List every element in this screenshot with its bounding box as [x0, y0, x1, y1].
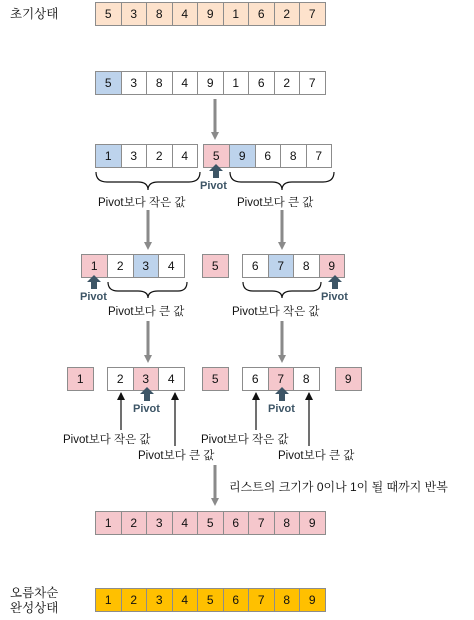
- array-cell: 6: [223, 588, 250, 612]
- array-cell: 7: [299, 2, 326, 26]
- array-cell: 3: [146, 511, 173, 535]
- pivot-label-step3-left: Pivot: [133, 403, 160, 415]
- step1-pivot-array: [203, 144, 230, 168]
- array-cell: 4: [172, 144, 199, 168]
- array-cell: 4: [158, 367, 185, 391]
- brace-step2-right: [243, 282, 321, 298]
- pivot-label-step2-left: Pivot: [80, 291, 107, 303]
- array-cell: 6: [223, 511, 250, 535]
- initial-state-label: 초기상태: [10, 7, 59, 21]
- array-cell: 9: [299, 588, 326, 612]
- array-cell: 1: [67, 367, 94, 391]
- larger-label-step3-right: Pivot보다 큰 값: [278, 450, 355, 462]
- array-cell: 7: [306, 144, 333, 168]
- array-cell: 2: [121, 588, 148, 612]
- step3-b-array: [107, 367, 185, 391]
- final-array: [95, 588, 326, 612]
- larger-label-step3-left: Pivot보다 큰 값: [138, 450, 215, 462]
- array-cell: 3: [146, 588, 173, 612]
- array-cell: 7: [268, 367, 295, 391]
- pivot-label-step3-right: Pivot: [268, 403, 295, 415]
- array-cell: 3: [133, 367, 160, 391]
- array-cell: 3: [121, 71, 148, 95]
- array-cell: 1: [95, 511, 122, 535]
- step2-mid-array: [202, 254, 229, 278]
- array-cell: 4: [172, 511, 199, 535]
- smaller-label-step1: Pivot보다 작은 값: [98, 197, 186, 209]
- array-cell: 2: [107, 367, 134, 391]
- brace-step1-left: [96, 172, 200, 190]
- smaller-label-step3-right: Pivot보다 작은 값: [201, 434, 289, 446]
- array-cell: 8: [146, 71, 173, 95]
- array-cell: 2: [121, 511, 148, 535]
- array-cell: 7: [268, 254, 295, 278]
- array-cell: 5: [95, 71, 122, 95]
- array-cell: 8: [280, 144, 307, 168]
- array-cell: 2: [274, 71, 301, 95]
- array-cell: 1: [95, 144, 122, 168]
- array-cell: 5: [203, 144, 230, 168]
- step1-right-array: [229, 144, 332, 168]
- array-cell: 8: [274, 588, 301, 612]
- array-cell: 2: [274, 2, 301, 26]
- array-cell: 6: [242, 367, 269, 391]
- step3-e-array: [335, 367, 362, 391]
- array-cell: 6: [242, 254, 269, 278]
- array-cell: 8: [274, 511, 301, 535]
- array-cell: 9: [335, 367, 362, 391]
- final-state-label-line1: 오름차순: [10, 586, 59, 600]
- array-cell: 2: [146, 144, 173, 168]
- array-cell: 3: [121, 144, 148, 168]
- array-cell: 2: [107, 254, 134, 278]
- initial-array: [95, 2, 326, 26]
- array-cell: 9: [197, 71, 224, 95]
- array-cell: 5: [197, 511, 224, 535]
- array-cell: 4: [158, 254, 185, 278]
- array-cell: 5: [202, 254, 229, 278]
- step2-right-array: [242, 254, 345, 278]
- array-cell: 8: [293, 254, 320, 278]
- array-cell: 4: [172, 2, 199, 26]
- array-cell: 7: [299, 71, 326, 95]
- array-cell: 9: [319, 254, 346, 278]
- sorted-array: [95, 511, 326, 535]
- array-cell: 3: [121, 2, 148, 26]
- step2-left-pivot-array: [81, 254, 108, 278]
- array-cell: 5: [202, 367, 229, 391]
- smaller-label-step3-left: Pivot보다 작은 값: [63, 434, 151, 446]
- array-cell: 6: [248, 2, 275, 26]
- larger-label-step1: Pivot보다 큰 값: [237, 197, 314, 209]
- array-cell: 3: [133, 254, 160, 278]
- array-cell: 9: [229, 144, 256, 168]
- pivot-label-step2-right: Pivot: [321, 291, 348, 303]
- array-cell: 5: [95, 2, 122, 26]
- array-cell: 1: [223, 71, 250, 95]
- array-cell: 9: [197, 2, 224, 26]
- array-cell: 6: [248, 71, 275, 95]
- array-cell: 9: [299, 511, 326, 535]
- array-cell: 6: [255, 144, 282, 168]
- array-cell: 4: [172, 71, 199, 95]
- array-cell: 1: [95, 588, 122, 612]
- array-cell: 4: [172, 588, 199, 612]
- brace-step2-left: [108, 282, 187, 298]
- array-cell: 7: [248, 511, 275, 535]
- array-cell: 5: [197, 588, 224, 612]
- step0-array: [95, 71, 326, 95]
- array-cell: 8: [146, 2, 173, 26]
- larger-label-step2: Pivot보다 큰 값: [108, 306, 185, 318]
- pivot-label-step1: Pivot: [200, 180, 227, 192]
- step3-c-array: [202, 367, 229, 391]
- smaller-label-step2: Pivot보다 작은 값: [232, 306, 320, 318]
- step3-d-array: [242, 367, 320, 391]
- brace-step1-right: [230, 172, 334, 190]
- array-cell: 1: [223, 2, 250, 26]
- final-state-label-line2: 완성상태: [10, 601, 59, 615]
- step2-left-rest-array: [107, 254, 185, 278]
- array-cell: 1: [81, 254, 108, 278]
- repeat-note: 리스트의 크기가 0이나 1이 될 때까지 반복: [229, 480, 448, 494]
- step3-a-array: [67, 367, 94, 391]
- array-cell: 7: [248, 588, 275, 612]
- step1-left-array: [95, 144, 198, 168]
- array-cell: 8: [293, 367, 320, 391]
